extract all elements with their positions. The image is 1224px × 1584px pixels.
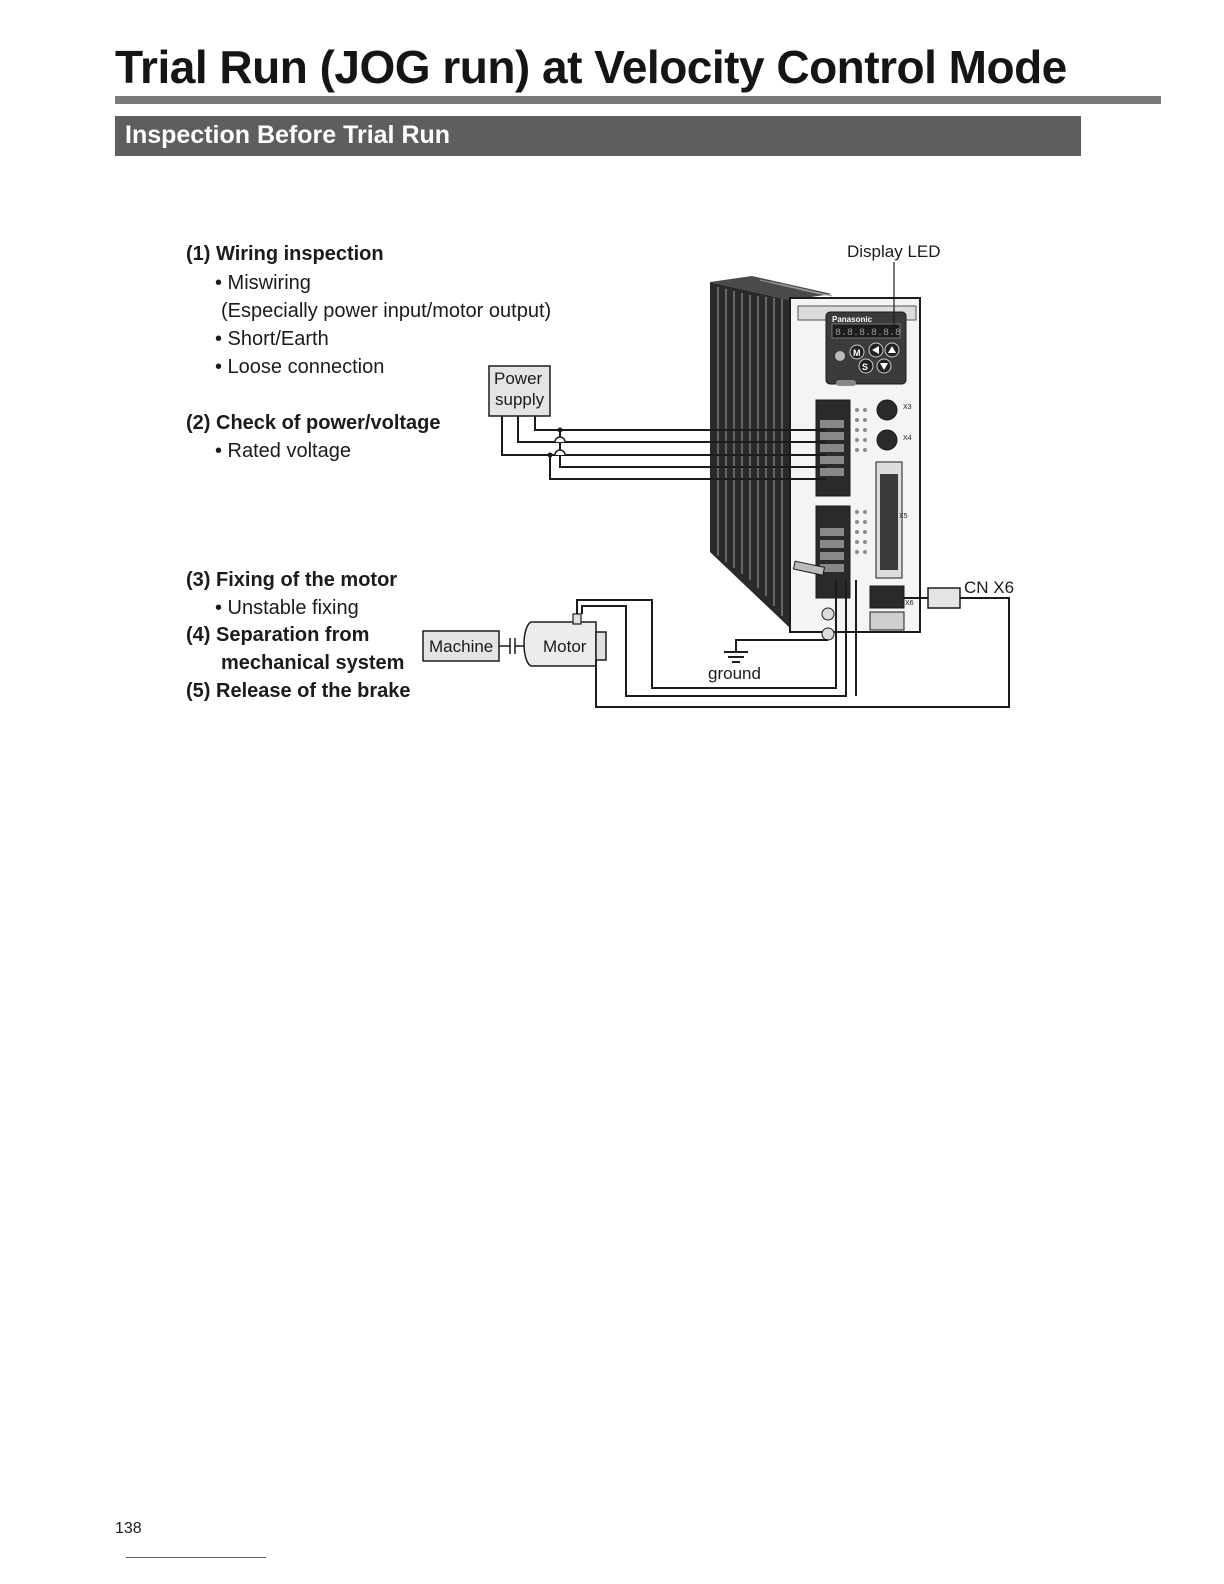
check-1-item: • Miswiring bbox=[215, 272, 311, 294]
ground-label: ground bbox=[708, 664, 761, 683]
check-1-item: (Especially power input/motor output) bbox=[221, 300, 552, 322]
ground-screw-icon bbox=[822, 628, 834, 640]
check-2-item: • Rated voltage bbox=[215, 440, 351, 462]
check-4-heading-line2: mechanical system bbox=[221, 652, 405, 674]
x3-port-icon bbox=[877, 400, 897, 420]
check-3-heading: (3) Fixing of the motor bbox=[186, 569, 398, 591]
check-1-item: • Loose connection bbox=[215, 356, 385, 378]
ground-screw-icon bbox=[822, 608, 834, 620]
check-1-heading: (1) Wiring inspection bbox=[186, 243, 384, 265]
check-5-heading: (5) Release of the brake bbox=[186, 680, 411, 702]
x5-label: X5 bbox=[899, 513, 908, 520]
footer-link-line bbox=[126, 1557, 266, 1558]
power-supply-label: supply bbox=[495, 390, 545, 409]
mode-key-label: M bbox=[853, 348, 861, 358]
svg-text:8.8.8.8.8.8: 8.8.8.8.8.8 bbox=[835, 328, 902, 339]
power-supply-label: Power bbox=[494, 369, 543, 388]
cn-x6-label: CN X6 bbox=[964, 578, 1015, 597]
wiring-diagram bbox=[0, 0, 1224, 760]
rotary-switch-icon bbox=[835, 351, 845, 361]
page-number: 138 bbox=[115, 1520, 142, 1537]
x3-label: X3 bbox=[903, 404, 912, 411]
x4-label: X4 bbox=[903, 435, 912, 442]
check-2-heading: (2) Check of power/voltage bbox=[186, 412, 441, 434]
page-title: Trial Run (JOG run) at Velocity Control Mode bbox=[115, 41, 1067, 93]
cn-x6-plug bbox=[928, 588, 960, 608]
ground-icon bbox=[724, 640, 828, 662]
check-3-item: • Unstable fixing bbox=[215, 597, 359, 619]
display-led-label: Display LED bbox=[847, 242, 941, 261]
section-heading: Inspection Before Trial Run bbox=[115, 116, 1081, 156]
check-1-item: • Short/Earth bbox=[215, 328, 329, 350]
machine-label: Machine bbox=[429, 637, 494, 656]
motor-label: Motor bbox=[543, 637, 587, 656]
x6-connector-icon bbox=[870, 586, 904, 608]
set-key-label: S bbox=[862, 362, 869, 372]
check-4-heading: (4) Separation from bbox=[186, 624, 370, 646]
x6-label: X6 bbox=[905, 600, 914, 607]
x4-port-icon bbox=[877, 430, 897, 450]
coupling-icon bbox=[499, 638, 526, 654]
brand-label: Panasonic bbox=[832, 315, 873, 324]
